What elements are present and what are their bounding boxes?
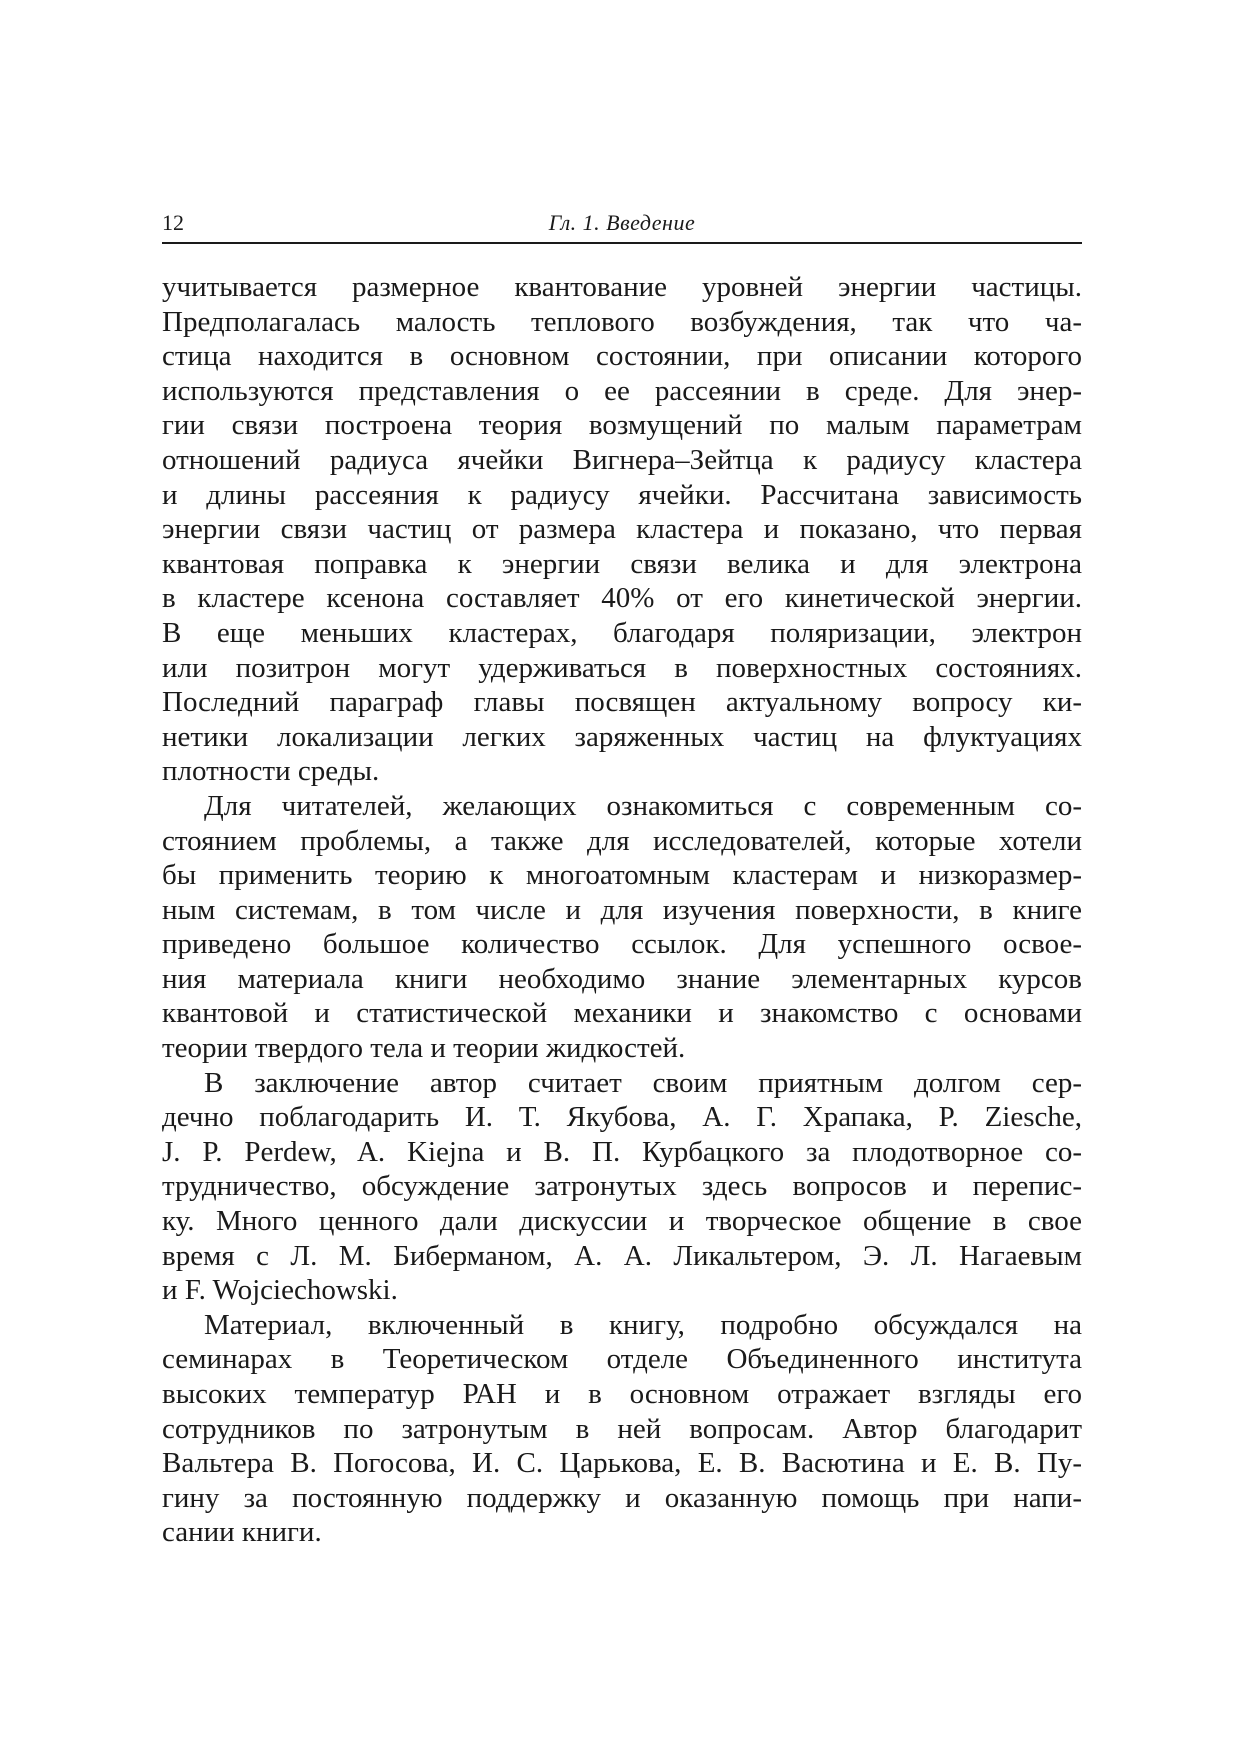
body-text [162,270,1082,1550]
text-line: В заключение автор считает своим приятным долгом сер- [204,1066,1082,1099]
text-line: Для читателей, желающих ознакомиться с современным со- [204,789,1082,822]
text-line: ным системам, в том числе и для изучения поверхности, в книге [162,893,1082,926]
text-line: отношений радиуса ячейки Вигнера–Зейтца к радиусу кластера [162,443,1082,476]
text-line: ку. Много ценного дали дискуссии и творческое общение в свое [162,1205,1082,1238]
text-line: стица находится в основном состоянии, при описании которого [162,340,1082,373]
text-line: J. P. Perdew, A. Kiejna и В. П. Курбацкого за плодотворное со- [162,1135,1082,1168]
text-line: гии связи построена теория возмущений по малым параметрам [162,409,1082,442]
text-line: энергии связи частиц от размера кластера и показано, что первая [162,513,1082,546]
text-line: В еще меньших кластерах, благодаря поляризации, электрон [162,616,1082,649]
text-line: бы применить теорию к многоатомным кластерам и низкоразмер- [162,859,1082,892]
chapter-title: Гл. 1. Введение [548,210,696,235]
text-line: время с Л. М. Биберманом, А. А. Ликальтером, Э. Л. Нагаевым [162,1239,1082,1272]
running-head [162,208,1082,244]
text-line: стоянием проблемы, а также для исследователей, которые хотели [162,824,1082,857]
text-line: ния материала книги необходимо знание элементарных курсов [162,962,1082,995]
text-line: Последний параграф главы посвящен актуальному вопросу ки- [162,686,1082,719]
text-line: семинарах в Теоретическом отделе Объединенного института [162,1343,1082,1376]
text-line: квантовая поправка к энергии связи велика и для электрона [162,547,1082,580]
text-line: Материал, включенный в книгу, подробно обсуждался на [204,1308,1082,1341]
text-line: приведено большое количество ссылок. Для успешного освое- [162,928,1082,961]
text-line: дечно поблагодарить И. Т. Якубова, А. Г. Храпака, P. Ziesche, [162,1101,1082,1134]
paragraph-2 [162,789,1082,1066]
text-line: квантовой и статистической механики и знакомство с основами [162,997,1082,1030]
text-line: теории твердого тела и теории жидкостей. [162,1032,686,1065]
text-line: гину за постоянную поддержку и оказанную помощь при напи- [162,1481,1082,1514]
paragraph-3 [162,1066,1082,1308]
text-line: трудничество, обсуждение затронутых здесь вопросов и перепис- [162,1170,1082,1203]
text-line: и F. Wojciechowski. [162,1274,398,1307]
text-line: плотности среды. [162,755,380,788]
text-line: и длины рассеяния к радиусу ячейки. Рассчитана зависимость [162,478,1082,511]
text-line: учитывается размерное квантование уровней энергии частицы. [162,271,1082,303]
text-line: в кластере ксенона составляет 40% от его кинетической энергии. [162,582,1082,615]
text-line: сотрудников по затронутым в ней вопросам. Автор благодарит [162,1412,1082,1445]
text-line: высоких температур РАН и в основном отражает взгляды его [162,1378,1082,1410]
paragraph-1 [162,270,1082,789]
text-line: сании книги. [162,1516,322,1549]
paragraph-4 [162,1308,1082,1550]
page-number: 12 [162,210,184,235]
text-line: нетики локализации легких заряженных частиц на флуктуациях [162,720,1082,753]
text-line: Предполагалась малость теплового возбуждения, так что ча- [162,305,1082,338]
text-line: Вальтера В. Погосова, И. С. Царькова, Е. В. Васютина и Е. В. Пу- [162,1447,1082,1480]
text-line: используются представления о ее рассеянии в среде. Для энер- [162,374,1082,407]
text-line: или позитрон могут удерживаться в поверхностных состояниях. [162,651,1082,684]
